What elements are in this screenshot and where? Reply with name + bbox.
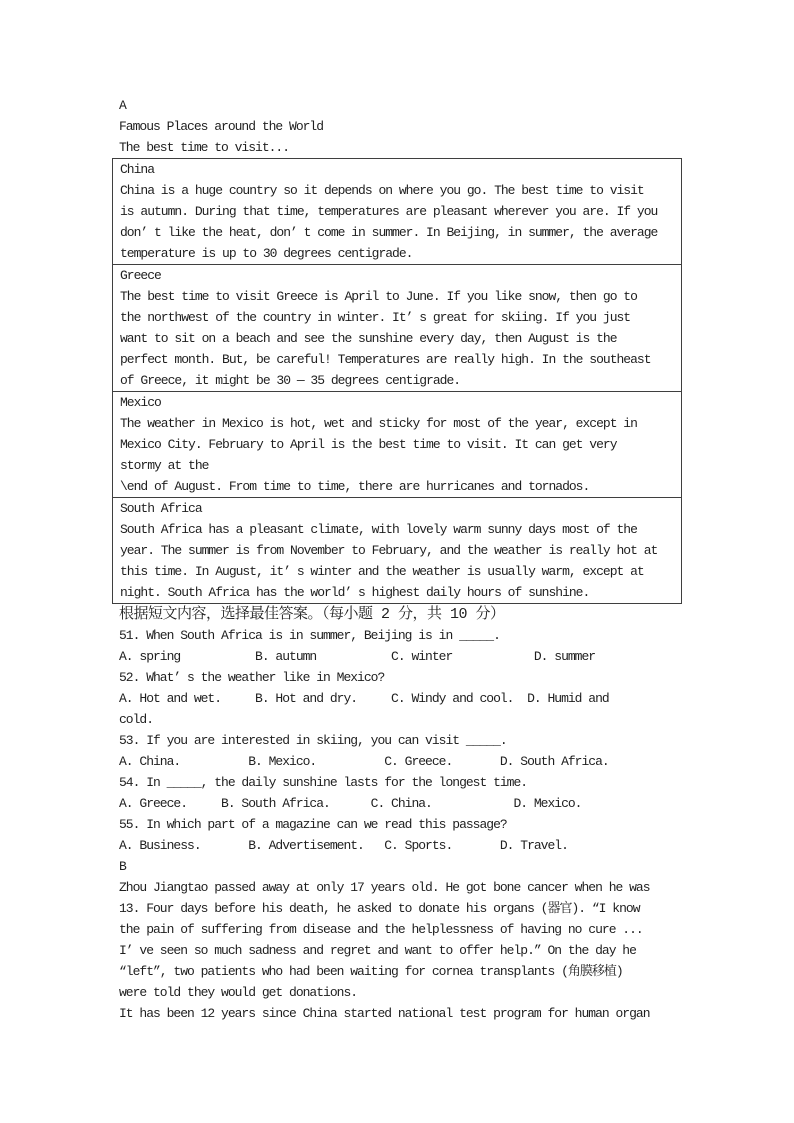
passage-b-line: were told they would get donations. [119,985,358,1000]
table-row-china [113,159,681,264]
country-text-line: The weather in Mexico is hot, wet and sticky for most of the year, except in [120,416,637,431]
country-text-line: don’ t like the heat, don’ t come in summer. In Beijing, in summer, the average [120,225,658,240]
question-53-options: A. China. B. Mexico. C. Greece. D. South Africa. [119,754,609,769]
country-text-line: Mexico City. February to April is the best time to visit. It can get very [120,437,617,452]
section-b-label: B [119,859,126,874]
passage-b-line: the pain of suffering from disease and the helplessness of having no cure ... [119,922,643,937]
country-name: China [120,162,155,177]
country-name: South Africa [120,501,202,516]
question-55: 55. In which part of a magazine can we read this passage? [119,817,507,832]
country-name: Mexico [120,395,161,410]
country-text-line: South Africa has a pleasant climate, with lovely warm sunny days most of the [120,522,637,537]
passage-b-line: Zhou Jiangtao passed away at only 17 years old. He got bone cancer when he was [119,880,650,895]
passage-a-title: Famous Places around the World [119,119,324,134]
country-text-line: The best time to visit Greece is April to June. If you like snow, then go to [120,289,637,304]
passage-b-line: It has been 12 years since China started national test program for human organ [119,1006,650,1021]
question-52-options: A. Hot and wet. B. Hot and dry. C. Windy and cool. D. Humid and [119,691,609,706]
country-text-line: night. South Africa has the world’ s highest daily hours of sunshine. [120,585,590,600]
question-53: 53. If you are interested in skiing, you can visit _____. [119,733,507,748]
country-text-line: \end of August. From time to time, there are hurricanes and tornados. [120,479,590,494]
country-text-line: stormy at the [120,458,209,473]
instruction-chinese: 根据短文内容，选择最佳答案。（每小题 2 分，共 10 分） [119,606,505,623]
passage-b-line: “left”, two patients who had been waiting for cornea transplants (角膜移植) [119,964,623,979]
table-row-south-africa [113,497,681,603]
passage-b-line: 13. Four days before his death, he asked to donate his organs (器官). “I know [119,901,640,916]
country-text-line: temperature is up to 30 degrees centigrade. [120,246,413,261]
country-text-line: this time. In August, it’ s winter and the weather is usually warm, except at [120,564,644,579]
page-content [112,95,682,1024]
table-row-greece [113,264,681,391]
passage-a-subtitle: The best time to visit... [119,140,290,155]
section-a-label: A [119,98,126,113]
question-51: 51. When South Africa is in summer, Beijing is in _____. [119,628,500,643]
country-text-line: the northwest of the country in winter. It’ s great for skiing. If you just [120,310,631,325]
question-52-options-overflow: cold. [119,712,154,727]
table-row-mexico [113,391,681,497]
question-54: 54. In _____, the daily sunshine lasts for the longest time. [119,775,528,790]
country-text-line: is autumn. During that time, temperatures are pleasant wherever you are. If you [120,204,658,219]
country-text-line: year. The summer is from November to February, and the weather is really hot at [120,543,658,558]
country-name: Greece [120,268,161,283]
country-text-line: of Greece, it might be 30 — 35 degrees centigrade. [120,373,461,388]
passage-b-line: I’ ve seen so much sadness and regret and want to offer help.” On the day he [119,943,636,958]
question-52: 52. What’ s the weather like in Mexico? [119,670,385,685]
countries-table [112,158,682,604]
country-text-line: want to sit on a beach and see the sunshine every day, then August is the [120,331,617,346]
question-55-options: A. Business. B. Advertisement. C. Sports. D. Travel. [119,838,568,853]
country-text-line: China is a huge country so it depends on where you go. The best time to visit [120,183,644,198]
question-51-options: A. spring B. autumn C. winter D. summer [119,649,596,664]
country-text-line: perfect month. But, be careful! Temperatures are really high. In the southeast [120,352,651,367]
question-54-options: A. Greece. B. South Africa. C. China. D. Mexico. [119,796,582,811]
